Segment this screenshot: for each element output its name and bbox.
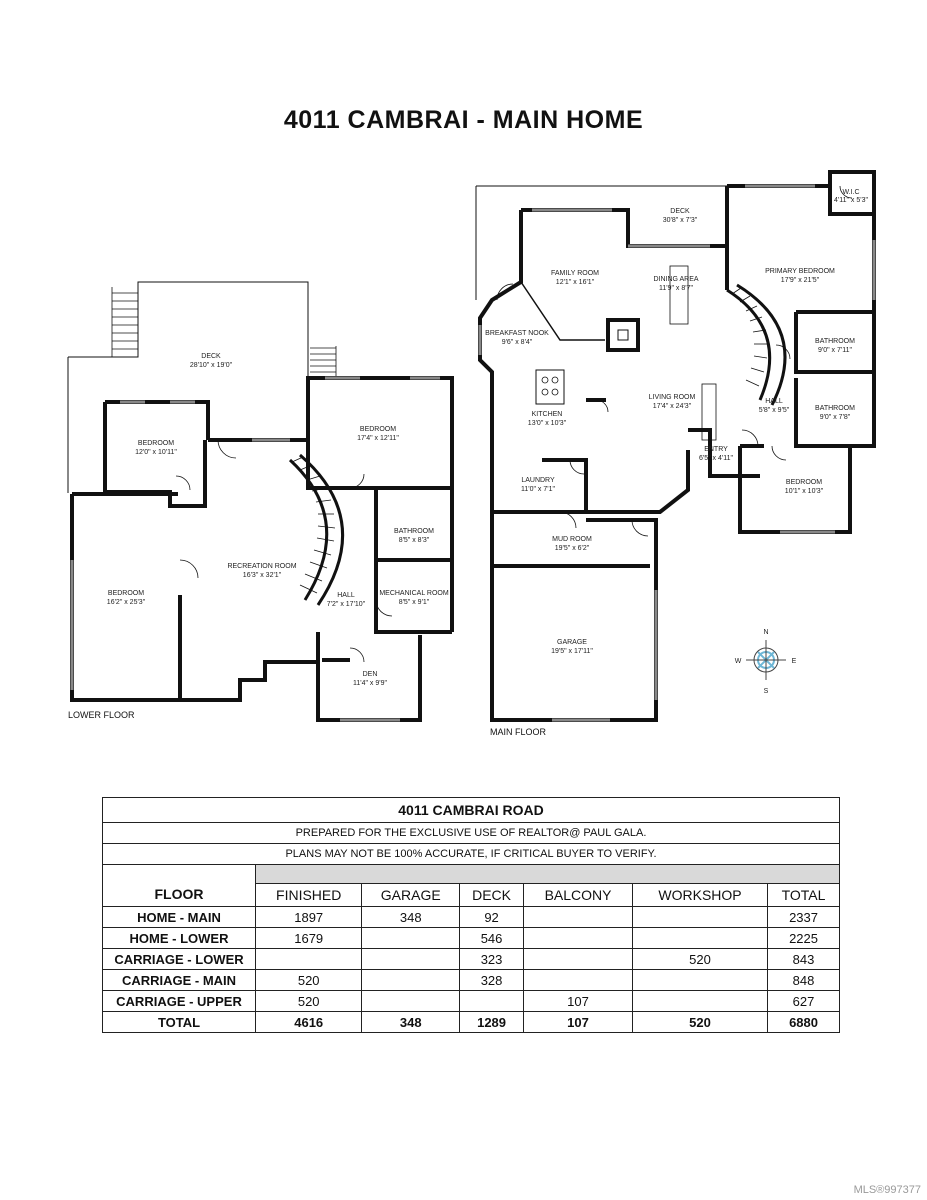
svg-text:BATHROOM: BATHROOM <box>394 528 434 535</box>
svg-text:LIVING ROOM: LIVING ROOM <box>648 394 696 401</box>
main-floor-labels <box>485 189 868 737</box>
svg-text:9'0" x 7'11": 9'0" x 7'11" <box>818 347 852 354</box>
cell-deck <box>460 991 524 1012</box>
svg-text:17'9" x 21'5": 17'9" x 21'5" <box>780 277 820 284</box>
svg-text:N: N <box>763 629 769 636</box>
cell-deck: 546 <box>460 928 524 949</box>
svg-text:HALL: HALL <box>765 398 783 405</box>
cell-deck: 92 <box>460 907 524 928</box>
svg-text:BATHROOM: BATHROOM <box>815 338 855 345</box>
svg-text:BEDROOM: BEDROOM <box>359 426 397 433</box>
svg-text:KITCHEN: KITCHEN <box>531 411 563 418</box>
column-header-garage: GARAGE <box>362 884 460 907</box>
svg-text:13'0" x 10'3": 13'0" x 10'3" <box>527 420 567 427</box>
total-label: TOTAL <box>103 1012 256 1033</box>
svg-text:PRIMARY BEDROOM: PRIMARY BEDROOM <box>765 268 835 275</box>
svg-text:4'11" x 5'3": 4'11" x 5'3" <box>834 197 868 204</box>
cell-finished <box>256 949 362 970</box>
svg-text:10'1" x 10'3": 10'1" x 10'3" <box>784 488 824 495</box>
disclaimer-note: PLANS MAY NOT BE 100% ACCURATE, IF CRITICAL BUYER TO VERIFY. <box>103 844 840 865</box>
svg-text:30'8" x 7'3": 30'8" x 7'3" <box>662 217 698 224</box>
svg-text:16'2" x 25'3": 16'2" x 25'3" <box>106 599 146 606</box>
main-floor-plan <box>476 172 874 720</box>
prepared-for-note: PREPARED FOR THE EXCLUSIVE USE OF REALTOR@ PAUL GALA. <box>103 823 840 844</box>
total-workshop: 520 <box>632 1012 767 1033</box>
svg-text:9'6" x 8'4": 9'6" x 8'4" <box>501 339 533 346</box>
svg-text:17'4" x 24'3": 17'4" x 24'3" <box>652 403 692 410</box>
column-header-deck: DECK <box>460 884 524 907</box>
compass-icon <box>746 640 786 680</box>
svg-text:BEDROOM: BEDROOM <box>107 590 145 597</box>
svg-text:W: W <box>734 658 742 665</box>
cell-total: 848 <box>768 970 840 991</box>
svg-text:9'0" x 7'8": 9'0" x 7'8" <box>819 414 851 421</box>
table-row <box>103 949 840 970</box>
svg-text:DECK: DECK <box>670 208 690 215</box>
svg-text:GARAGE: GARAGE <box>557 639 587 646</box>
table-row <box>103 991 840 1012</box>
svg-text:DEN: DEN <box>362 671 378 678</box>
svg-text:11'0" x 7'1": 11'0" x 7'1" <box>521 486 555 493</box>
table-heading: 4011 CAMBRAI ROAD <box>103 798 840 823</box>
cell-total: 2337 <box>768 907 840 928</box>
svg-text:LAUNDRY: LAUNDRY <box>521 477 555 484</box>
cell-workshop <box>632 970 767 991</box>
lower-floor-plan <box>68 282 452 720</box>
svg-text:BEDROOM: BEDROOM <box>137 440 175 447</box>
svg-text:11'9" x 8'7": 11'9" x 8'7" <box>659 285 693 292</box>
svg-text:BEDROOM: BEDROOM <box>785 479 823 486</box>
row-floor: HOME - LOWER <box>103 928 256 949</box>
svg-text:17'4" x 12'11": 17'4" x 12'11" <box>357 435 399 442</box>
svg-text:8'5" x 9'1": 8'5" x 9'1" <box>398 599 430 606</box>
svg-text:RECREATION ROOM: RECREATION ROOM <box>227 563 297 570</box>
svg-text:ENTRY: ENTRY <box>704 446 728 453</box>
svg-text:W.I.C: W.I.C <box>842 189 860 196</box>
cell-garage <box>362 928 460 949</box>
cell-deck: 328 <box>460 970 524 991</box>
svg-text:12'1" x 16'1": 12'1" x 16'1" <box>555 279 595 286</box>
cell-balcony <box>524 949 633 970</box>
svg-text:11'4" x 9'9": 11'4" x 9'9" <box>353 680 387 687</box>
column-header-floor: FLOOR <box>103 865 256 907</box>
cell-garage <box>362 991 460 1012</box>
cell-finished: 1679 <box>256 928 362 949</box>
svg-text:FAMILY ROOM: FAMILY ROOM <box>551 270 599 277</box>
svg-text:6'5" x 4'11": 6'5" x 4'11" <box>699 455 733 462</box>
cell-workshop <box>632 907 767 928</box>
mls-watermark: MLS®997377 <box>853 1184 921 1196</box>
column-header-total: TOTAL <box>768 884 840 907</box>
row-floor: CARRIAGE - UPPER <box>103 991 256 1012</box>
svg-text:12'0" x 10'11": 12'0" x 10'11" <box>135 449 177 456</box>
cell-garage <box>362 949 460 970</box>
cell-finished: 520 <box>256 991 362 1012</box>
svg-text:S: S <box>763 688 769 695</box>
row-floor: HOME - MAIN <box>103 907 256 928</box>
cell-workshop <box>632 928 767 949</box>
svg-text:LOWER FLOOR: LOWER FLOOR <box>68 710 135 720</box>
cell-finished: 520 <box>256 970 362 991</box>
svg-text:8'5" x 8'3": 8'5" x 8'3" <box>398 537 430 544</box>
svg-text:19'5" x 6'2": 19'5" x 6'2" <box>554 545 590 552</box>
cell-balcony <box>524 970 633 991</box>
page-title: 4011 CAMBRAI - MAIN HOME <box>283 106 644 134</box>
total-garage: 348 <box>362 1012 460 1033</box>
svg-text:DECK: DECK <box>201 353 221 360</box>
lower-floor-labels <box>68 353 449 720</box>
table-row <box>103 970 840 991</box>
svg-text:7'2" x 17'10": 7'2" x 17'10" <box>326 601 366 608</box>
cell-balcony <box>524 907 633 928</box>
table-total-row <box>103 1012 840 1033</box>
svg-text:28'10" x 19'0": 28'10" x 19'0" <box>189 362 233 369</box>
cell-garage: 348 <box>362 907 460 928</box>
row-floor: CARRIAGE - MAIN <box>103 970 256 991</box>
cell-workshop: 520 <box>632 949 767 970</box>
cell-balcony: 107 <box>524 991 633 1012</box>
svg-text:19'5" x 17'11": 19'5" x 17'11" <box>551 648 593 655</box>
total-total: 6880 <box>768 1012 840 1033</box>
cell-total: 843 <box>768 949 840 970</box>
cell-balcony <box>524 928 633 949</box>
cell-workshop <box>632 991 767 1012</box>
total-finished: 4616 <box>256 1012 362 1033</box>
svg-text:MAIN FLOOR: MAIN FLOOR <box>490 727 547 737</box>
svg-text:MECHANICAL ROOM: MECHANICAL ROOM <box>379 590 449 597</box>
svg-text:MUD ROOM: MUD ROOM <box>552 536 592 543</box>
svg-text:BREAKFAST NOOK: BREAKFAST NOOK <box>485 330 549 337</box>
svg-text:BATHROOM: BATHROOM <box>815 405 855 412</box>
cell-deck: 323 <box>460 949 524 970</box>
column-header-finished: FINISHED <box>256 884 362 907</box>
svg-text:16'3" x 32'1": 16'3" x 32'1" <box>242 572 282 579</box>
gray-band <box>256 865 840 884</box>
column-header-balcony: BALCONY <box>524 884 633 907</box>
cell-total: 627 <box>768 991 840 1012</box>
total-balcony: 107 <box>524 1012 633 1033</box>
table-row <box>103 928 840 949</box>
svg-text:HALL: HALL <box>337 592 355 599</box>
svg-text:DINING AREA: DINING AREA <box>653 276 699 283</box>
svg-text:5'8" x 9'5": 5'8" x 9'5" <box>758 407 790 414</box>
table-row <box>103 907 840 928</box>
svg-text:E: E <box>791 658 797 665</box>
row-floor: CARRIAGE - LOWER <box>103 949 256 970</box>
column-header-workshop: WORKSHOP <box>632 884 767 907</box>
area-summary-table <box>102 797 840 1033</box>
cell-finished: 1897 <box>256 907 362 928</box>
total-deck: 1289 <box>460 1012 524 1033</box>
cell-total: 2225 <box>768 928 840 949</box>
cell-garage <box>362 970 460 991</box>
